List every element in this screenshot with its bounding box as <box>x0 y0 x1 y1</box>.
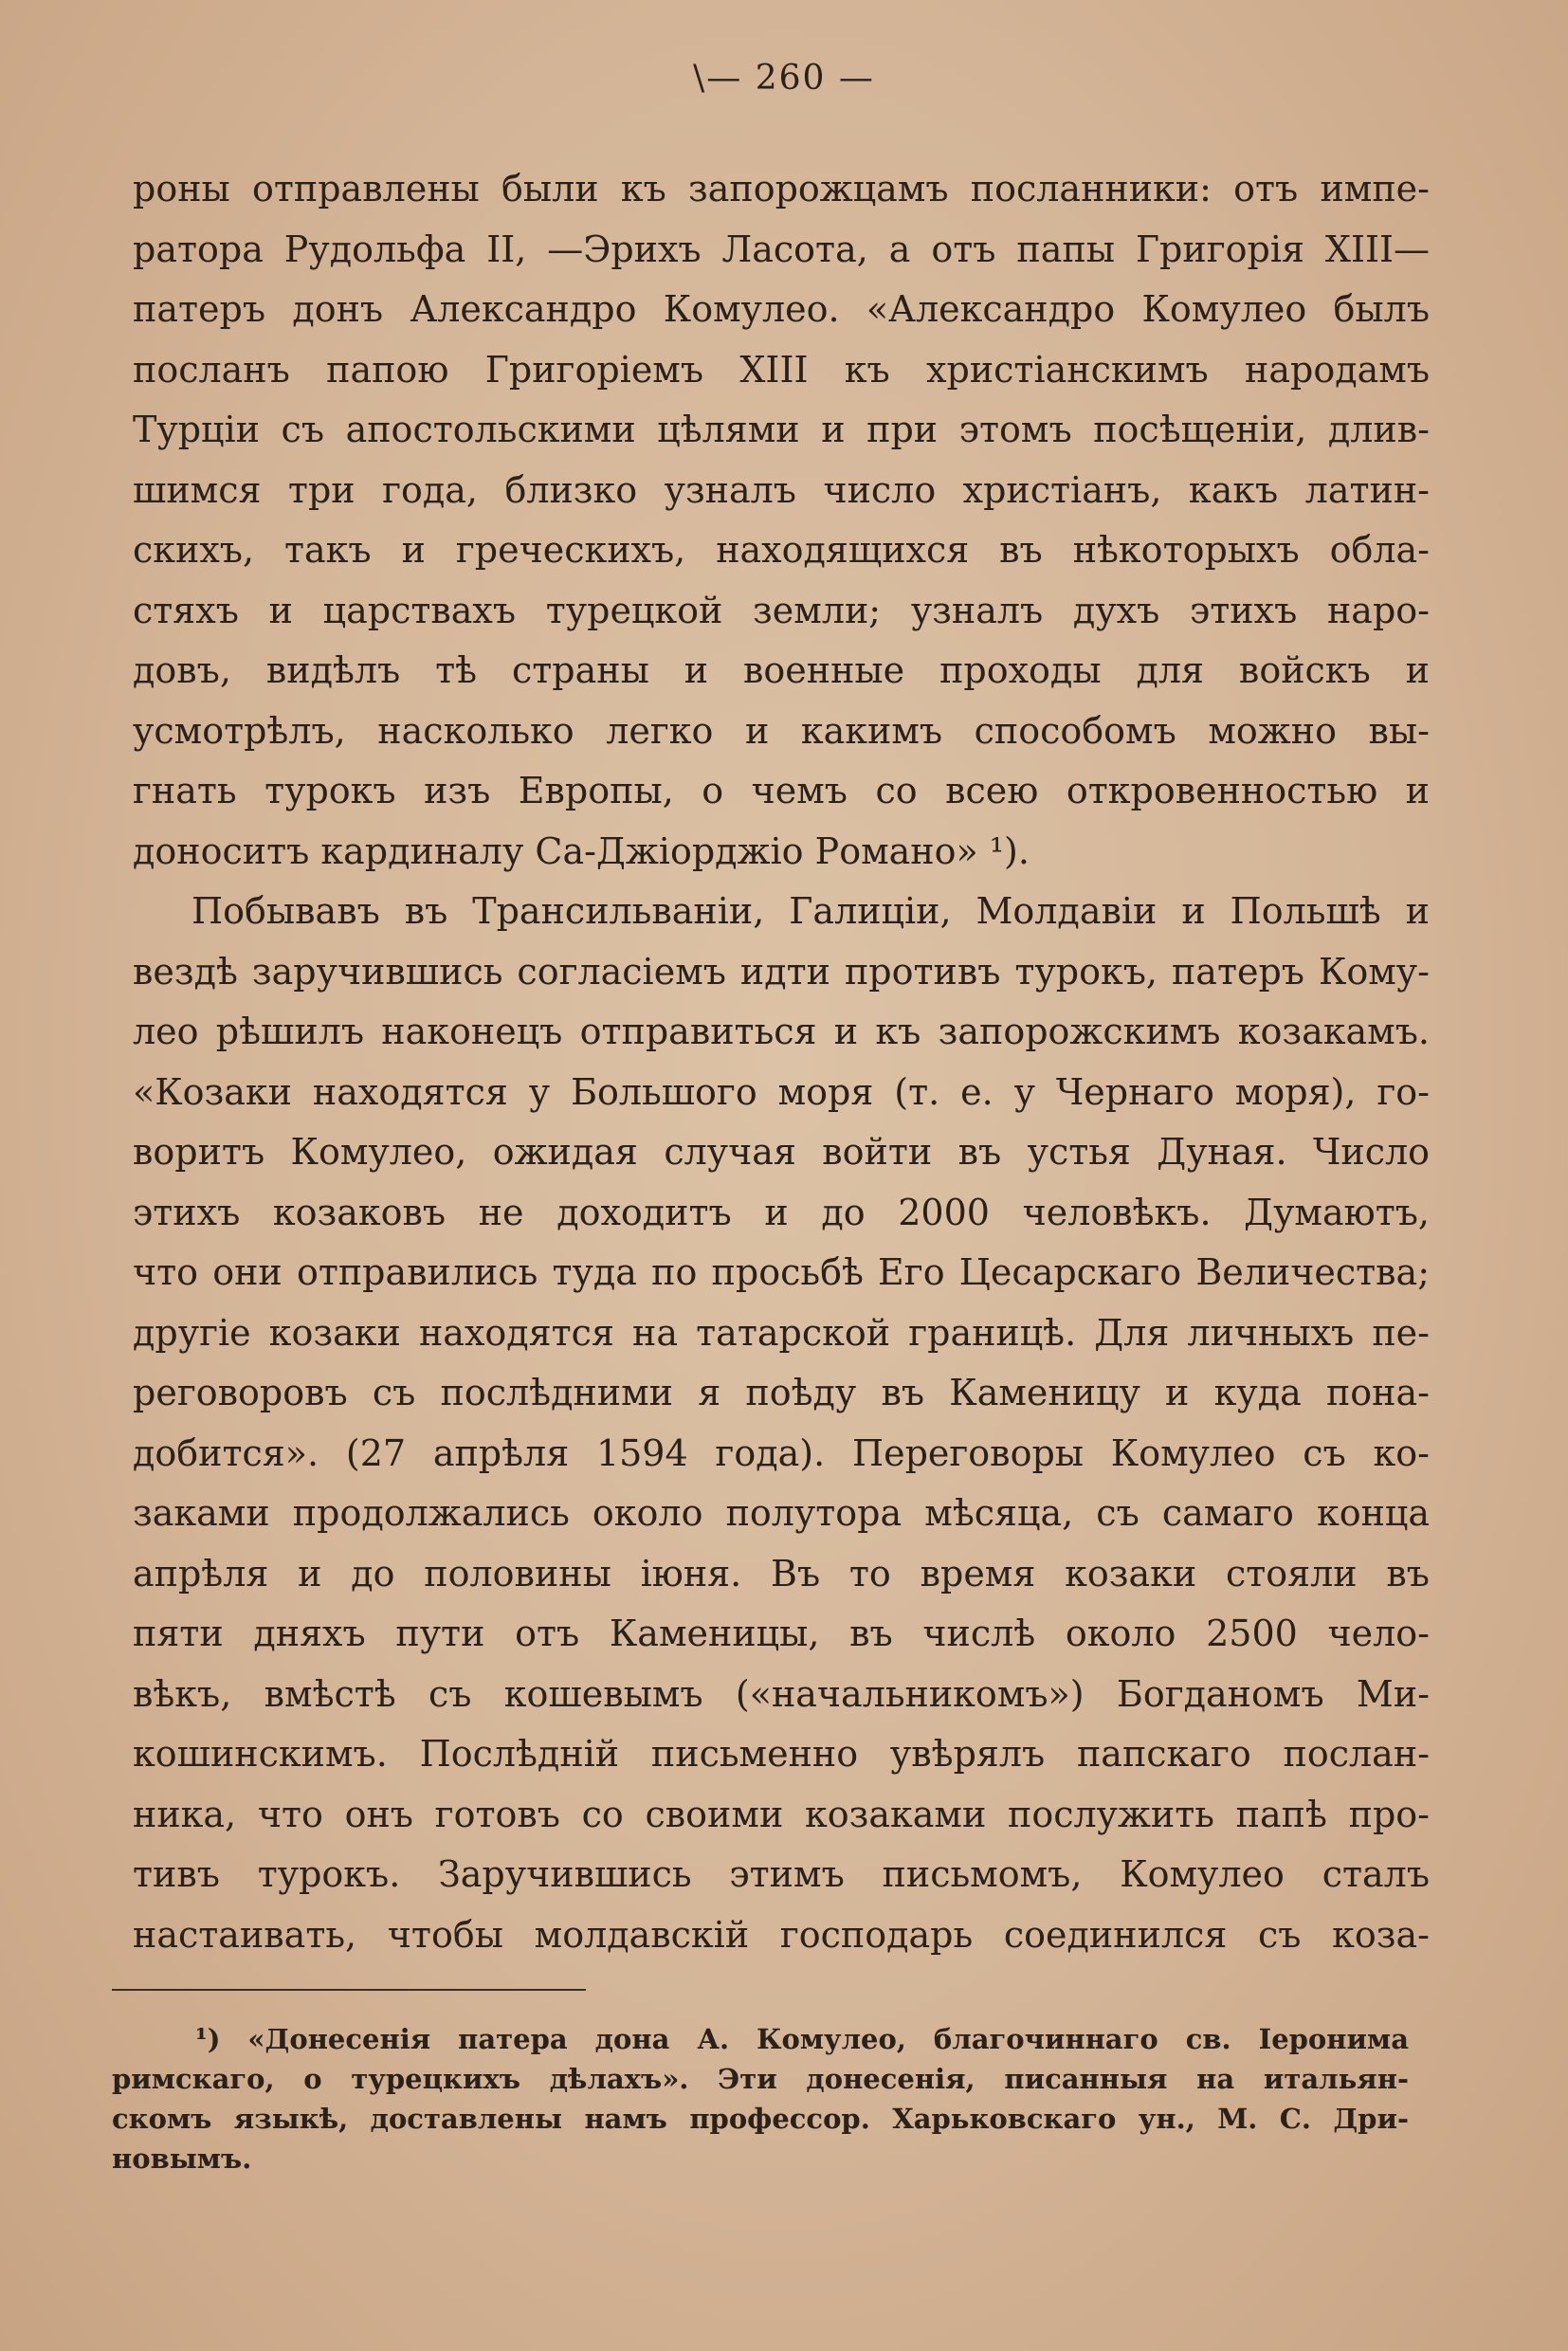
footnote <box>112 2019 1409 2178</box>
text-line: роны отправлены были къ запорожцамъ посланники: отъ импе- <box>133 168 1430 210</box>
text-line: шимся три года, близко узналъ число христіанъ, какъ латин- <box>133 468 1430 511</box>
text-line: ратора Рудольфа II, —Эрихъ Ласота, а отъ папы Григорія XIII— <box>133 228 1430 270</box>
text-line: этихъ козаковъ не доходитъ и до 2000 человѣкъ. Думаютъ, <box>133 1191 1430 1233</box>
text-line: пяти дняхъ пути отъ Каменицы, въ числѣ около 2500 чело- <box>133 1613 1430 1654</box>
text-line: тивъ турокъ. Заручившись этимъ письмомъ, Комулео сталъ <box>133 1853 1430 1895</box>
page-number: \— 260 — <box>693 59 875 98</box>
text-line: усмотрѣлъ, насколько легко и какимъ способомъ можно вы- <box>133 709 1430 752</box>
text-line: вездѣ заручившись согласіемъ идти противъ турокъ, патеръ Кому- <box>133 950 1430 993</box>
text-line: лео рѣшилъ наконецъ отправиться и къ запорожскимъ козакамъ. <box>133 1011 1430 1052</box>
text-line: добится». (27 апрѣля 1594 года). Переговоры Комулео съ ко- <box>133 1431 1430 1474</box>
text-line: настаивать, чтобы молдавскій господарь соединился съ коза- <box>133 1913 1430 1956</box>
text-line: посланъ папою Григоріемъ XIII къ христіанскимъ народамъ <box>133 348 1430 391</box>
text-line: Побывавъ въ Трансильваніи, Галиціи, Молдавіи и Польшѣ и <box>191 890 1430 932</box>
text-line: что они отправились туда по просьбѣ Его Цесарскаго Величества; <box>133 1251 1430 1293</box>
text-line: «Козаки находятся у Большого моря (т. е. у Чернаго моря), го- <box>133 1070 1430 1113</box>
text-line: воритъ Комулео, ожидая случая войти въ устья Дуная. Число <box>133 1131 1430 1173</box>
body-text <box>133 159 1430 1965</box>
text-line: вѣкъ, вмѣстѣ съ кошевымъ («начальникомъ») Богданомъ Ми- <box>133 1672 1430 1715</box>
text-line: кошинскимъ. Послѣдній письменно увѣрялъ папскаго послан- <box>133 1733 1430 1775</box>
text-line: доноситъ кардиналу Са-Джіорджіо Романо» ¹). <box>133 829 1030 872</box>
footnote-line: новымъ. <box>112 2142 252 2175</box>
text-line: стяхъ и царствахъ турецкой земли; узналъ духъ этихъ наро- <box>133 589 1430 631</box>
footnote-line: римскаго, о турецкихъ дѣлахъ». Эти донесенія, писанныя на итальян- <box>112 2063 1409 2095</box>
text-line: ника, что онъ готовъ со своими козаками послужить папѣ про- <box>133 1793 1430 1835</box>
footnote-line: скомъ языкѣ, доставлены намъ профессор. Харьковскаго ун., М. С. Дри- <box>112 2103 1409 2135</box>
text-line: другіе козаки находятся на татарской границѣ. Для личныхъ пе- <box>133 1311 1430 1354</box>
text-line: реговоровъ съ послѣдними я поѣду въ Каменицу и куда пона- <box>133 1372 1430 1413</box>
footnote-line: ¹) «Донесенія патера дона А. Комулео, благочиннаго св. Іеронима <box>195 2023 1409 2055</box>
text-line: гнать турокъ изъ Европы, о чемъ со всею откровенностью и <box>133 770 1430 811</box>
text-line: патеръ донъ Александро Комулео. «Александро Комулео былъ <box>133 288 1430 330</box>
text-line: заками продолжались около полутора мѣсяца, съ самаго конца <box>133 1492 1430 1534</box>
text-line: Турціи съ апостольскими цѣлями и при этомъ посѣщеніи, длив- <box>133 409 1430 450</box>
text-line: апрѣля и до половины іюня. Въ то время козаки стояли въ <box>133 1552 1430 1595</box>
footnote-divider <box>112 1989 586 1991</box>
text-line: довъ, видѣлъ тѣ страны и военные проходы для войскъ и <box>133 649 1430 691</box>
text-line: скихъ, такъ и греческихъ, находящихся въ нѣкоторыхъ обла- <box>133 529 1430 571</box>
